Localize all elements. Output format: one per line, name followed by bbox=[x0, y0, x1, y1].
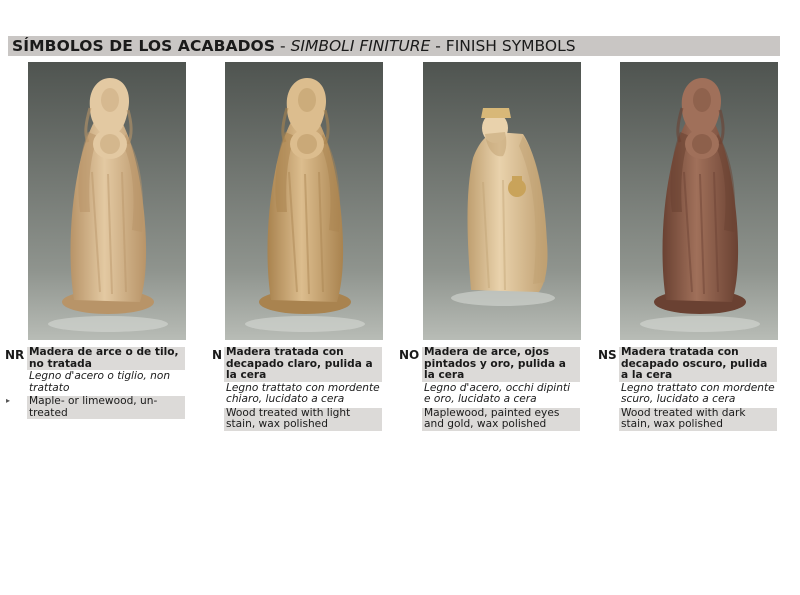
header-separator-1: - bbox=[275, 37, 291, 55]
bullet-mark: ▸ bbox=[6, 396, 11, 405]
photo-ns bbox=[620, 62, 778, 340]
description-spanish: Madera tratada con decapado oscuro, pulida a la cera bbox=[619, 347, 777, 382]
description-italian: Legno d'acero o tiglio, non trattato bbox=[29, 370, 171, 394]
photo-no bbox=[423, 62, 581, 340]
code-nr: NR bbox=[5, 348, 25, 362]
description-italian: Legno trattato con mordente chiaro, lucidato a cera bbox=[226, 381, 380, 405]
code-n: N bbox=[212, 348, 223, 362]
description-spanish: Madera de arce o de tilo, no tratada bbox=[27, 347, 185, 370]
header-spanish: SÍMBOLOS DE LOS ACABADOS bbox=[12, 37, 276, 55]
photo-nr bbox=[28, 62, 186, 340]
description-italian: Legno trattato con mordente scuro, lucidato a cera bbox=[621, 381, 775, 405]
description-ns bbox=[619, 347, 777, 431]
description-english: Wood treated with dark stain, wax polished bbox=[619, 408, 777, 431]
description-spanish: Madera de arce, ojos pintados y oro, pulida a la cera bbox=[422, 347, 580, 382]
description-n bbox=[224, 347, 382, 431]
description-english: Wood treated with light stain, wax polished bbox=[224, 408, 382, 431]
description-italian: Legno d'acero, occhi dipinti e oro, lucidato a cera bbox=[424, 381, 571, 405]
section-header bbox=[8, 36, 780, 56]
description-english: Maple- or limewood, un-treated bbox=[27, 396, 185, 419]
description-spanish: Madera tratada con decapado claro, pulida a la cera bbox=[224, 347, 382, 382]
header-separator-2: - bbox=[430, 37, 446, 55]
code-ns: NS bbox=[598, 348, 617, 362]
photo-n bbox=[225, 62, 383, 340]
description-nr bbox=[27, 347, 185, 419]
description-no bbox=[422, 347, 580, 431]
description-english: Maplewood, painted eyes and gold, wax polished bbox=[422, 408, 580, 431]
header-english: FINISH SYMBOLS bbox=[445, 37, 576, 55]
header-italian: SIMBOLI FINITURE bbox=[290, 37, 431, 55]
code-no: NO bbox=[399, 348, 420, 362]
